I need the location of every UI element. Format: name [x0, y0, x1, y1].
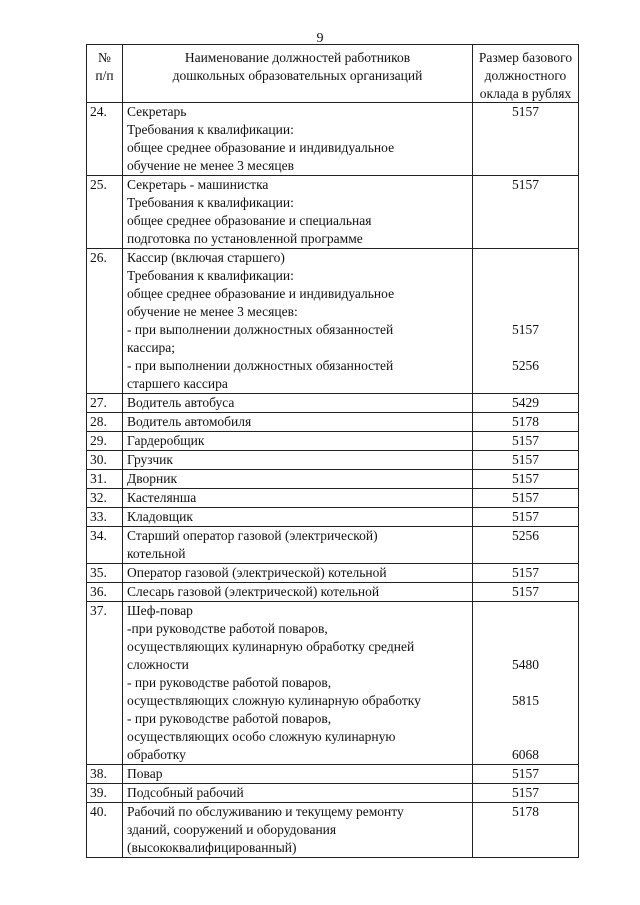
position-name-line: - при выполнении должностных обязанностей — [127, 358, 394, 373]
position-name-line: общее среднее образование и индивидуальное — [127, 140, 395, 155]
position-name-line: подготовка по установленной программе — [127, 231, 363, 246]
position-name — [123, 470, 473, 489]
position-name-line: осуществляющих кулинарную обработку средней — [127, 639, 415, 654]
position-name-line: зданий, сооружений и оборудования — [127, 822, 337, 837]
table-row — [87, 176, 579, 249]
salary-value: 5256 — [512, 528, 539, 543]
position-name-line: Требования к квалификации: — [127, 122, 294, 137]
base-salary — [473, 176, 579, 249]
header-salary-line: должностного — [484, 68, 567, 83]
position-name-line: кассира; — [127, 340, 176, 355]
position-name-line: обучение не менее 3 месяцев — [127, 158, 294, 173]
salary-value: 5157 — [512, 104, 539, 119]
header-salary-line: Размер базового — [478, 50, 573, 65]
header-salary — [473, 45, 579, 103]
position-name-line: котельной — [127, 546, 186, 561]
salary-value: 5178 — [512, 804, 539, 819]
salary-value: 5178 — [512, 414, 539, 429]
salary-value — [475, 303, 576, 321]
header-number — [87, 45, 123, 103]
salary-value — [475, 620, 576, 638]
position-name-line: Повар — [127, 766, 163, 781]
position-name-line: обучение не менее 3 месяцев: — [127, 304, 298, 319]
base-salary — [473, 249, 579, 394]
position-name-line: Дворник — [127, 471, 177, 486]
header-number-line: № — [98, 50, 111, 65]
salary-value: 5815 — [512, 693, 539, 708]
row-number: 32. — [87, 489, 123, 508]
base-salary — [473, 470, 579, 489]
base-salary — [473, 784, 579, 803]
salary-value — [475, 194, 576, 212]
row-number: 27. — [87, 394, 123, 413]
position-name-line: осуществляющих особо сложную кулинарную — [127, 729, 396, 744]
salary-value: 5256 — [512, 358, 539, 373]
salary-value — [475, 728, 576, 746]
position-name — [123, 527, 473, 564]
base-salary — [473, 527, 579, 564]
position-name-line: Шеф-повар — [127, 603, 193, 618]
position-name-line: Секретарь — [127, 104, 187, 119]
header-number-line: п/п — [95, 68, 114, 83]
position-name-line: сложности — [127, 657, 189, 672]
salary-value: 5157 — [512, 766, 539, 781]
row-number: 39. — [87, 784, 123, 803]
page-number: 9 — [316, 31, 324, 46]
base-salary — [473, 489, 579, 508]
base-salary — [473, 602, 579, 765]
salary-value: 5157 — [512, 452, 539, 467]
position-name-line: Кладовщик — [127, 509, 193, 524]
table-row — [87, 564, 579, 583]
table-row — [87, 394, 579, 413]
table-row — [87, 103, 579, 176]
position-name-line: Подсобный рабочий — [127, 785, 244, 800]
position-name-line: Кассир (включая старшего) — [127, 250, 285, 265]
row-number: 40. — [87, 803, 123, 858]
salary-value: 5157 — [512, 177, 539, 192]
position-name — [123, 803, 473, 858]
salary-value — [475, 212, 576, 230]
table-row — [87, 803, 579, 858]
row-number: 26. — [87, 249, 123, 394]
salary-value: 5157 — [512, 584, 539, 599]
row-number: 36. — [87, 583, 123, 602]
salary-value — [475, 821, 576, 839]
position-name-line: - при выполнении должностных обязанностей — [127, 322, 394, 337]
table-row — [87, 784, 579, 803]
position-name — [123, 451, 473, 470]
salary-value — [475, 249, 576, 267]
row-number: 31. — [87, 470, 123, 489]
row-number: 30. — [87, 451, 123, 470]
position-name — [123, 489, 473, 508]
salary-value — [475, 602, 576, 620]
position-name-line: Гардеробщик — [127, 433, 205, 448]
salary-value — [475, 674, 576, 692]
position-name-line: Слесарь газовой (электрической) котельной — [127, 584, 380, 599]
table-body — [87, 103, 579, 858]
position-name-line: осуществляющих сложную кулинарную обработку — [127, 693, 421, 708]
base-salary — [473, 103, 579, 176]
position-name — [123, 784, 473, 803]
position-name-line: обработку — [127, 747, 186, 762]
base-salary — [473, 508, 579, 527]
salary-value: 5157 — [512, 565, 539, 580]
row-number: 33. — [87, 508, 123, 527]
salary-value — [475, 267, 576, 285]
row-number: 35. — [87, 564, 123, 583]
row-number: 29. — [87, 432, 123, 451]
position-name — [123, 103, 473, 176]
position-name — [123, 508, 473, 527]
salary-value: 5157 — [512, 785, 539, 800]
table-row — [87, 413, 579, 432]
row-number: 37. — [87, 602, 123, 765]
position-name-line: - при руководстве работой поваров, — [127, 711, 332, 726]
salary-value — [475, 545, 576, 563]
table-row — [87, 451, 579, 470]
position-name-line: Рабочий по обслуживанию и текущему ремонту — [127, 804, 404, 819]
table-row — [87, 470, 579, 489]
table-row — [87, 583, 579, 602]
row-number: 25. — [87, 176, 123, 249]
salary-value: 5157 — [512, 433, 539, 448]
header-name-line: дошкольных образовательных организаций — [172, 68, 423, 83]
position-name — [123, 176, 473, 249]
position-name-line: общее среднее образование и индивидуальное — [127, 286, 395, 301]
row-number: 38. — [87, 765, 123, 784]
salary-value: 5157 — [512, 509, 539, 524]
salary-value — [475, 139, 576, 157]
salary-value — [475, 839, 576, 857]
position-name-line: Старший оператор газовой (электрической) — [127, 528, 378, 543]
salary-value: 5157 — [512, 322, 539, 337]
position-name-line: Водитель автобуса — [127, 395, 235, 410]
position-name-line: Требования к квалификации: — [127, 268, 294, 283]
salary-value — [475, 285, 576, 303]
position-name-line: старшего кассира — [127, 376, 228, 391]
table-row — [87, 249, 579, 394]
base-salary — [473, 564, 579, 583]
table-row — [87, 489, 579, 508]
header-name-line: Наименование должностей работников — [184, 50, 411, 65]
table-row — [87, 765, 579, 784]
table-row — [87, 432, 579, 451]
salary-value: 5157 — [512, 471, 539, 486]
salary-value — [475, 121, 576, 139]
position-name-line: Водитель автомобиля — [127, 414, 252, 429]
position-name-line: Кастелянша — [127, 490, 197, 505]
salary-value — [475, 157, 576, 175]
header-salary-line: оклада в рублях — [479, 86, 572, 101]
position-name-line: -при руководстве работой поваров, — [127, 621, 328, 636]
positions-table — [86, 44, 579, 858]
position-name — [123, 765, 473, 784]
position-name-line: Требования к квалификации: — [127, 195, 294, 210]
base-salary — [473, 394, 579, 413]
base-salary — [473, 413, 579, 432]
salary-value — [475, 710, 576, 728]
table-header-row — [87, 45, 579, 103]
row-number: 34. — [87, 527, 123, 564]
position-name-line: Секретарь - машинистка — [127, 177, 269, 192]
salary-value — [475, 375, 576, 393]
position-name — [123, 583, 473, 602]
header-position-name — [123, 45, 473, 103]
position-name — [123, 432, 473, 451]
position-name-line: (высококвалифицированный) — [127, 840, 297, 855]
position-name-line: общее среднее образование и специальная — [127, 213, 372, 228]
row-number: 24. — [87, 103, 123, 176]
table-row — [87, 527, 579, 564]
base-salary — [473, 451, 579, 470]
position-name — [123, 249, 473, 394]
position-name — [123, 564, 473, 583]
base-salary — [473, 803, 579, 858]
table-row — [87, 602, 579, 765]
salary-value: 6068 — [512, 747, 539, 762]
position-name-line: Грузчик — [127, 452, 173, 467]
salary-value: 5157 — [512, 490, 539, 505]
position-name — [123, 394, 473, 413]
salary-value — [475, 230, 576, 248]
position-name — [123, 413, 473, 432]
row-number: 28. — [87, 413, 123, 432]
position-name-line: Оператор газовой (электрической) котельной — [127, 565, 387, 580]
position-name-line: - при руководстве работой поваров, — [127, 675, 332, 690]
base-salary — [473, 765, 579, 784]
salary-value — [475, 339, 576, 357]
salary-value: 5480 — [512, 657, 539, 672]
table-row — [87, 508, 579, 527]
salary-value: 5429 — [512, 395, 539, 410]
base-salary — [473, 583, 579, 602]
position-name — [123, 602, 473, 765]
base-salary — [473, 432, 579, 451]
salary-value — [475, 638, 576, 656]
